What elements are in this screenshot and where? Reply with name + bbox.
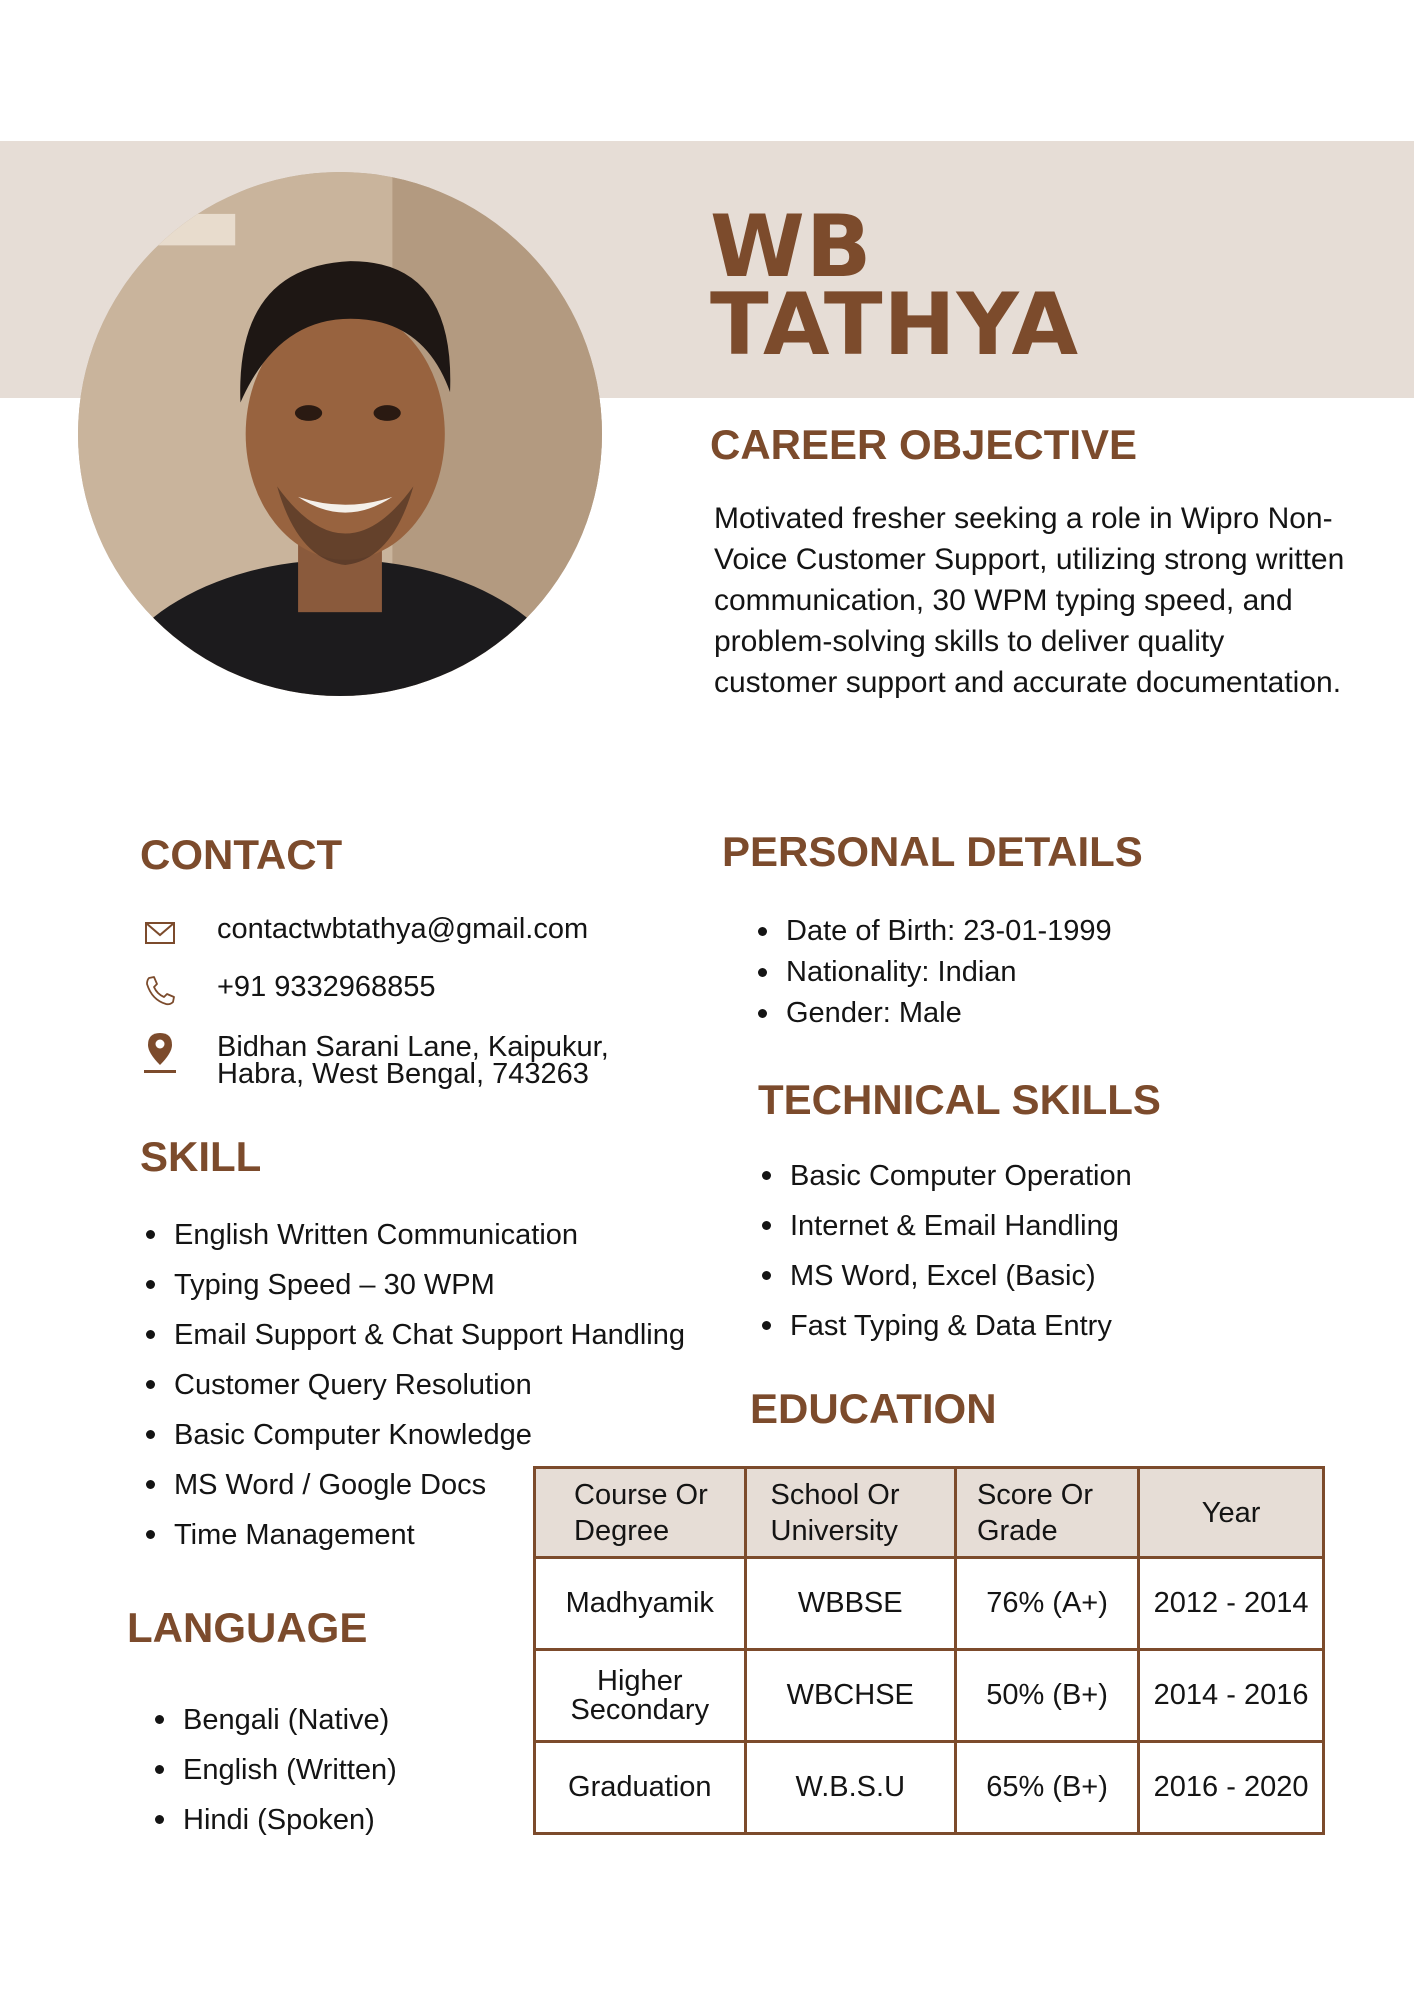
personal-detail-item: Nationality: Indian	[752, 952, 1112, 993]
skill-item: Typing Speed – 30 WPM	[140, 1260, 685, 1310]
career-objective-text: Motivated fresher seeking a role in Wipro Non-Voice Customer Support, utilizing strong written communication, 30 WPM typing speed, and problem-solving skills to deliver quality customer support and accurate documentation.	[714, 502, 1345, 699]
table-row	[535, 1558, 1324, 1650]
technical-skill-item: MS Word, Excel (Basic)	[756, 1251, 1132, 1301]
phone-icon	[140, 972, 180, 1008]
score-cell: 50% (B+)	[955, 1650, 1138, 1742]
technical-skill-item: Basic Computer Operation	[756, 1151, 1132, 1201]
personal-details-list	[752, 911, 1112, 1034]
school-cell: WBCHSE	[745, 1650, 955, 1742]
mail-icon	[140, 914, 180, 950]
school-cell: W.B.S.U	[745, 1742, 955, 1834]
personal-detail-item: Date of Birth: 23-01-1999	[752, 911, 1112, 952]
year-cell: 2014 - 2016	[1139, 1650, 1324, 1742]
location-pin-icon	[140, 1031, 180, 1075]
skill-item: Customer Query Resolution	[140, 1360, 685, 1410]
education-title: EDUCATION	[750, 1385, 997, 1432]
contact-title: CONTACT	[140, 831, 343, 878]
skill-item: Email Support & Chat Support Handling	[140, 1310, 685, 1360]
technical-skills-title: TECHNICAL SKILLS	[758, 1076, 1161, 1123]
score-cell: 65% (B+)	[955, 1742, 1138, 1834]
education-table	[533, 1466, 1325, 1835]
course-cell: Higher Secondary	[535, 1650, 746, 1742]
profile-photo	[78, 172, 602, 696]
header-score: Score Or Grade	[955, 1468, 1138, 1558]
score-cell: 76% (A+)	[955, 1558, 1138, 1650]
address-line-1: Bidhan Sarani Lane, Kaipukur,	[217, 1031, 609, 1063]
course-cell: Graduation	[535, 1742, 746, 1834]
header-course: Course Or Degree	[535, 1468, 746, 1558]
email-text[interactable]: contactwbtathya@gmail.com	[217, 913, 589, 945]
skill-title: SKILL	[140, 1133, 262, 1180]
header-year: Year	[1139, 1468, 1324, 1558]
course-cell: Madhyamik	[535, 1558, 746, 1650]
language-item: Bengali (Native)	[149, 1695, 397, 1745]
address-line-2: Habra, West Bengal, 743263	[217, 1058, 589, 1090]
skill-item: Time Management	[140, 1510, 685, 1560]
education-header-row	[535, 1468, 1324, 1558]
table-row	[535, 1650, 1324, 1742]
skill-item: MS Word / Google Docs	[140, 1460, 685, 1510]
name-last: TATHYA	[710, 275, 1080, 375]
technical-skills-list	[756, 1151, 1132, 1351]
technical-skill-item: Internet & Email Handling	[756, 1201, 1132, 1251]
career-objective-title: CAREER OBJECTIVE	[710, 421, 1138, 468]
language-item: English (Written)	[149, 1745, 397, 1795]
year-cell: 2012 - 2014	[1139, 1558, 1324, 1650]
language-item: Hindi (Spoken)	[149, 1795, 397, 1845]
table-row	[535, 1742, 1324, 1834]
school-cell: WBBSE	[745, 1558, 955, 1650]
skill-item: English Written Communication	[140, 1210, 685, 1260]
language-title: LANGUAGE	[127, 1604, 368, 1651]
year-cell: 2016 - 2020	[1139, 1742, 1324, 1834]
personal-details-title: PERSONAL DETAILS	[722, 828, 1143, 875]
language-list	[149, 1695, 397, 1845]
name-first: WB	[710, 197, 873, 297]
candidate-name	[710, 197, 1080, 375]
header-school: School Or University	[745, 1468, 955, 1558]
personal-detail-item: Gender: Male	[752, 993, 1112, 1034]
technical-skill-item: Fast Typing & Data Entry	[756, 1301, 1132, 1351]
address-text	[217, 1031, 609, 1090]
skill-item: Basic Computer Knowledge	[140, 1410, 685, 1460]
phone-text[interactable]: +91 9332968855	[217, 971, 436, 1003]
